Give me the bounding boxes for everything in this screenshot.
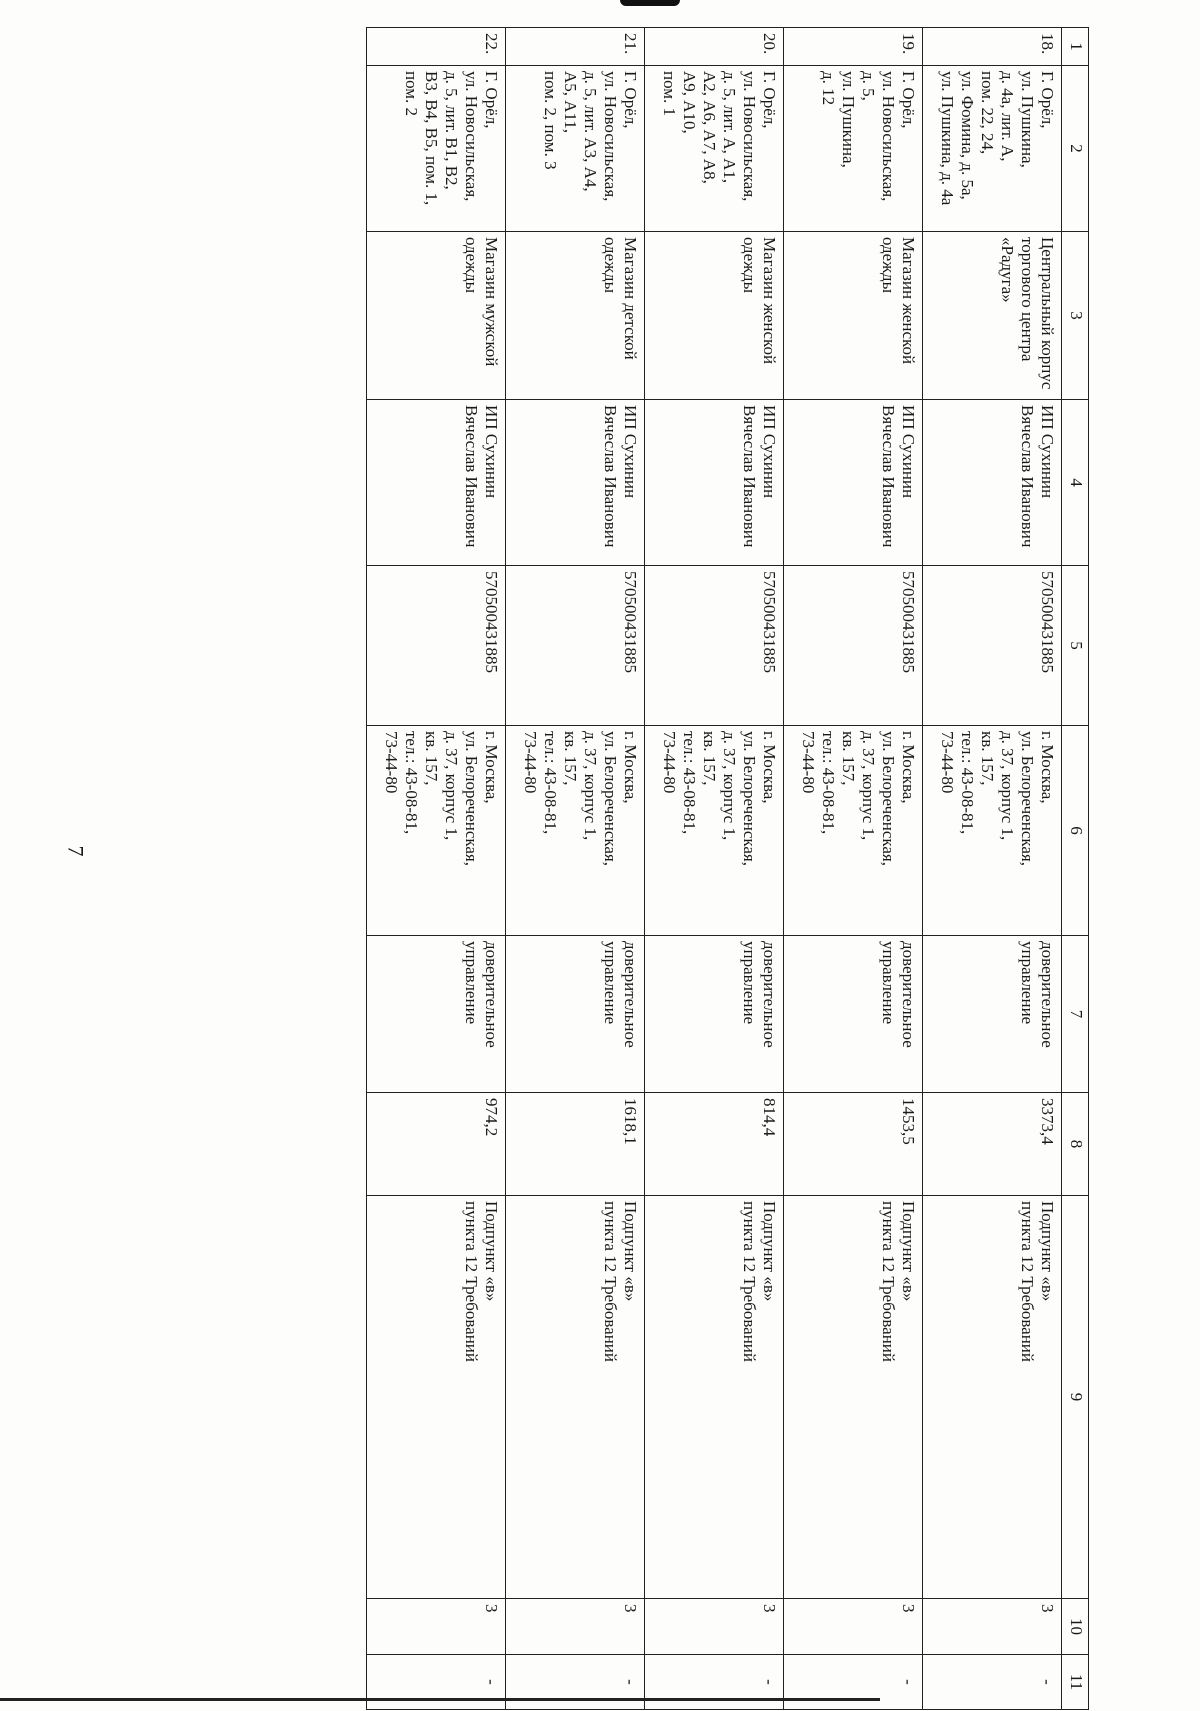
extra-value: - (899, 1679, 918, 1685)
page-number: 7 (63, 845, 89, 857)
column-header: 2 (1062, 66, 1089, 232)
ownership-basis: доверительное управление (740, 941, 779, 1048)
rotated-table-container (196, 27, 1089, 1709)
object-address: Г. Орёл, ул. Пушкина, д. 4а, лит. А, пом. 22, 24, ул. Фомина, д. 5а, ул. Пушкина, д. 4а (938, 71, 1057, 206)
column-number-row (1062, 28, 1089, 1710)
category: 3 (760, 1604, 779, 1613)
category: 3 (621, 1604, 640, 1613)
extra-value: - (1038, 1679, 1057, 1685)
owner-name: ИП Сухинин Вячеслав Иванович (879, 405, 918, 548)
owner-name: ИП Сухинин Вячеслав Иванович (740, 405, 779, 548)
column-header: 9 (1062, 1196, 1089, 1599)
table-row (923, 28, 1062, 1710)
column-header: 7 (1062, 936, 1089, 1093)
object-address: Г. Орёл, ул. Новосильская, д. 5, лит. А, А1, А2, А6, А7, А8, А9, А10, пом. 1 (660, 71, 779, 202)
ownership-basis: доверительное управление (1018, 941, 1057, 1048)
owner-inn: 570500431885 (482, 571, 501, 673)
object-area: 1618,1 (621, 1098, 640, 1145)
table-row (367, 28, 506, 1710)
category: 3 (899, 1604, 918, 1613)
category: 3 (1038, 1604, 1057, 1613)
owner-contact: г. Москва, ул. Белореченская, д. 37, корпус 1, кв. 157, тел.: 43-08-81, 73-44-80 (382, 731, 501, 867)
scan-edge-line (0, 1698, 880, 1701)
classification-reason: Подпункт «в» пункта 12 Требований (740, 1201, 779, 1362)
row-number: 20. (760, 33, 779, 55)
table-row (506, 28, 645, 1710)
table-row (645, 28, 784, 1710)
row-number: 21. (621, 33, 640, 55)
owner-inn: 570500431885 (899, 571, 918, 673)
column-header: 11 (1062, 1655, 1089, 1710)
column-header: 8 (1062, 1093, 1089, 1196)
owner-inn: 570500431885 (621, 571, 640, 673)
registry-table-wrapper (196, 27, 1089, 1709)
owner-contact: г. Москва, ул. Белореченская, д. 37, корпус 1, кв. 157, тел.: 43-08-81, 73-44-80 (521, 731, 640, 867)
scan-smudge (620, 0, 680, 6)
row-number: 22. (482, 33, 501, 55)
object-address: Г. Орёл, ул. Новосильская, д. 5, ул. Пушкина, д. 12 (819, 71, 918, 202)
ownership-basis: доверительное управление (462, 941, 501, 1048)
column-header: 1 (1062, 28, 1089, 66)
column-header: 10 (1062, 1599, 1089, 1655)
classification-reason: Подпункт «в» пункта 12 Требований (879, 1201, 918, 1362)
row-number: 18. (1038, 33, 1057, 55)
column-header: 5 (1062, 566, 1089, 726)
extra-value: - (482, 1679, 501, 1685)
owner-contact: г. Москва, ул. Белореченская, д. 37, корпус 1, кв. 157, тел.: 43-08-81, 73-44-80 (660, 731, 779, 867)
object-name: Магазин женской одежды (740, 237, 779, 365)
category: 3 (482, 1604, 501, 1613)
object-name: Центральный корпус торгового центра «Радуга» (998, 237, 1057, 390)
ownership-basis: доверительное управление (601, 941, 640, 1048)
column-header: 3 (1062, 232, 1089, 400)
extra-value: - (760, 1679, 779, 1685)
owner-contact: г. Москва, ул. Белореченская, д. 37, корпус 1, кв. 157, тел.: 43-08-81, 73-44-80 (799, 731, 918, 867)
registry-table (366, 27, 1089, 1710)
object-area: 974,2 (482, 1098, 501, 1137)
object-area: 1453,5 (899, 1098, 918, 1145)
owner-name: ИП Сухинин Вячеслав Иванович (601, 405, 640, 548)
object-area: 814,4 (760, 1098, 779, 1137)
owner-inn: 570500431885 (760, 571, 779, 673)
owner-inn: 570500431885 (1038, 571, 1057, 673)
classification-reason: Подпункт «в» пункта 12 Требований (601, 1201, 640, 1362)
object-name: Магазин женской одежды (879, 237, 918, 365)
classification-reason: Подпункт «в» пункта 12 Требований (1018, 1201, 1057, 1362)
object-address: Г. Орёл, ул. Новосильская, д. 5, лит. А3, А4, А5, А11, пом. 2, пом. 3 (541, 71, 640, 202)
owner-contact: г. Москва, ул. Белореченская, д. 37, корпус 1, кв. 157, тел.: 43-08-81, 73-44-80 (938, 731, 1057, 867)
extra-value: - (621, 1679, 640, 1685)
object-address: Г. Орёл, ул. Новосильская, д. 5, лит. В1, В2, В3, В4, В5, пом. 1, пом. 2 (402, 71, 501, 206)
column-header: 6 (1062, 726, 1089, 936)
row-number: 19. (899, 33, 918, 55)
object-name: Магазин мужской одежды (462, 237, 501, 367)
owner-name: ИП Сухинин Вячеслав Иванович (1018, 405, 1057, 548)
object-name: Магазин детской одежды (601, 237, 640, 360)
table-row (784, 28, 923, 1710)
ownership-basis: доверительное управление (879, 941, 918, 1048)
column-header: 4 (1062, 400, 1089, 566)
object-area: 3373,4 (1038, 1098, 1057, 1145)
owner-name: ИП Сухинин Вячеслав Иванович (462, 405, 501, 548)
classification-reason: Подпункт «в» пункта 12 Требований (462, 1201, 501, 1362)
